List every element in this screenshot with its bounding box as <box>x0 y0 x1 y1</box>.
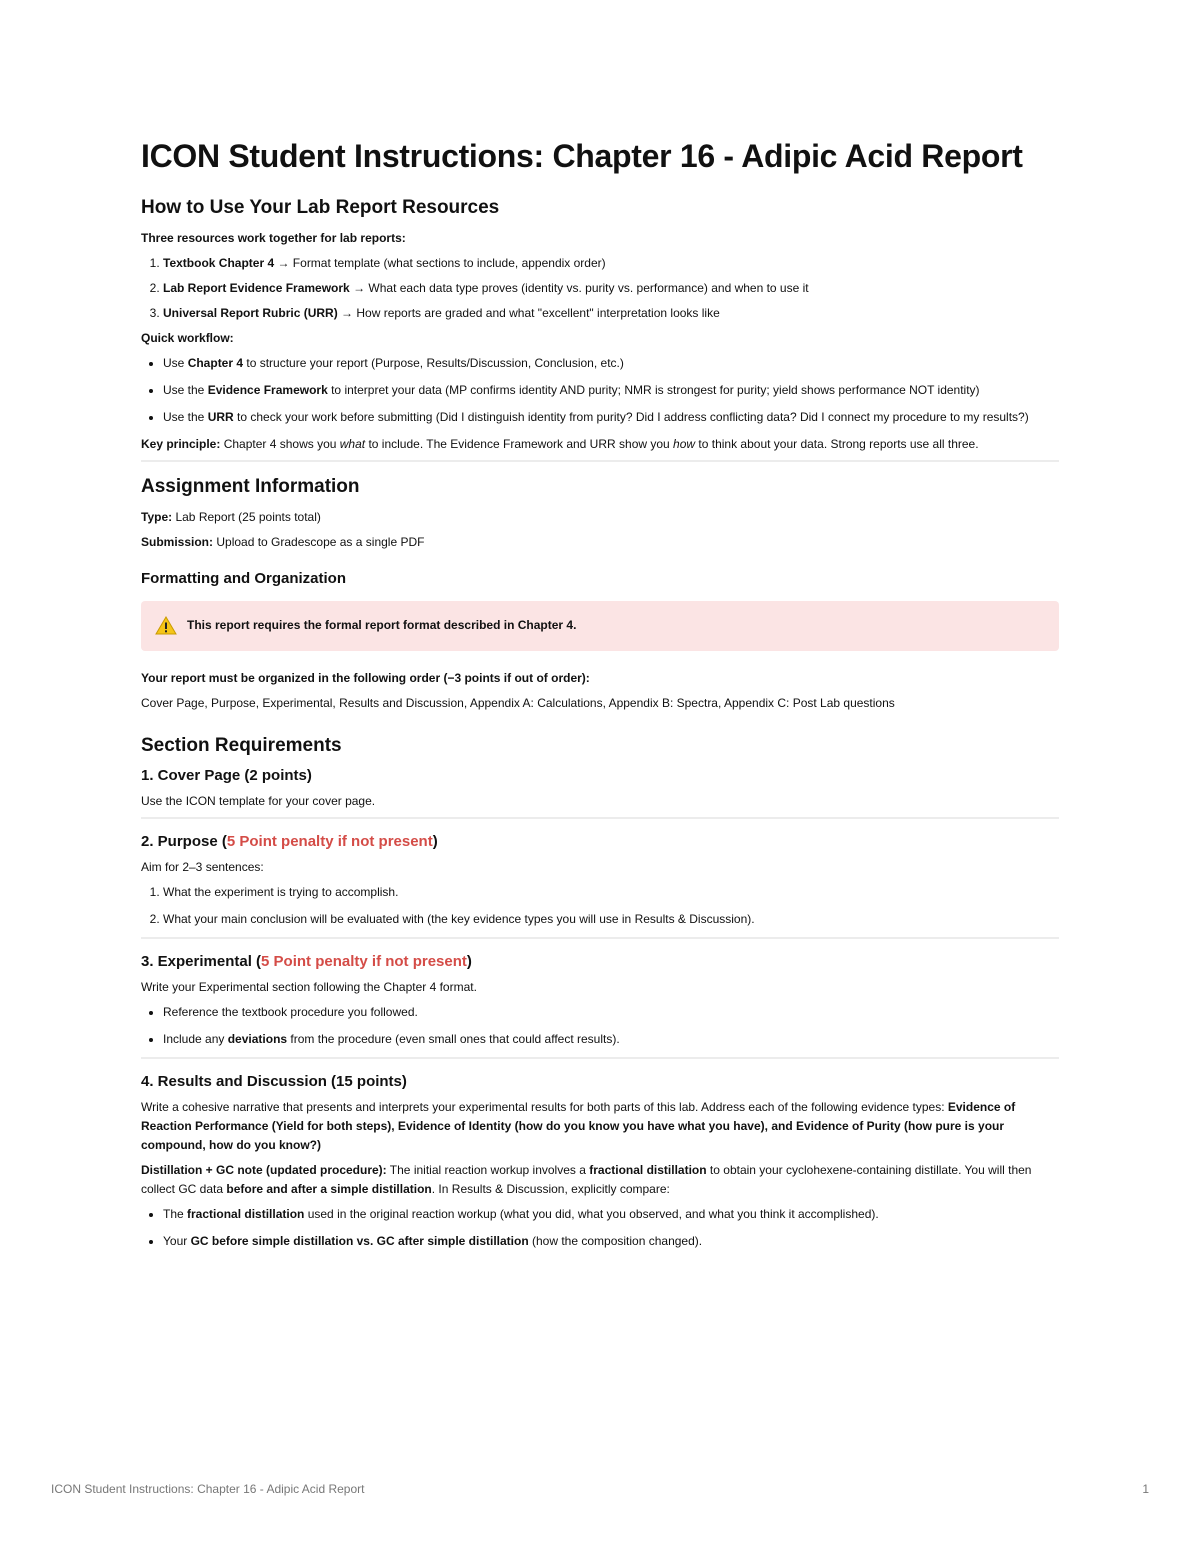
divider <box>141 817 1059 819</box>
workflow-label: Quick workflow: <box>141 330 234 345</box>
workflow-list <box>141 354 1059 427</box>
purpose-list <box>141 883 1059 929</box>
callout-text: This report requires the formal report format described in Chapter 4. <box>187 618 577 633</box>
list-item: • Use Chapter 4 to structure your report (Purpose, Results/Discussion, Conclusion, etc.) <box>163 354 1059 373</box>
experimental-text: Write your Experimental section following the Chapter 4 format. <box>141 979 477 994</box>
experimental-heading: 3. Experimental (5 Point penalty if not present) <box>141 952 472 970</box>
list-item: • Include any deviations from the procedure (even small ones that could affect results). <box>163 1030 1059 1049</box>
list-item: 2. Lab Report Evidence Framework → What each data type proves (identity vs. purity vs. performance) and when to use it <box>163 279 1059 298</box>
list-item: 1. Textbook Chapter 4 → Format template (what sections to include, appendix order) <box>163 254 1059 273</box>
assignment-heading: Assignment Information <box>141 475 360 497</box>
footer-title: ICON Student Instructions: Chapter 16 - Adipic Acid Report <box>51 1482 365 1496</box>
assignment-type: Type: Lab Report (25 points total) <box>141 509 321 524</box>
formatting-heading: Formatting and Organization <box>141 569 346 587</box>
purpose-text: Aim for 2–3 sentences: <box>141 859 264 874</box>
list-item: 1. What the experiment is trying to accomplish. <box>163 883 1059 902</box>
results-p1: Write a cohesive narrative that presents and interprets your experimental results for both parts of this lab. Address each of the following evidence types: Evidence of Reaction Performance (Yield for both steps), Evidence of Identity (how do you know you have what you have), and Evidence of Purity (how pure is your compound, how do you know?) <box>141 1099 1016 1152</box>
results-heading: 4. Results and Discussion (15 points) <box>141 1072 407 1090</box>
divider <box>141 1057 1059 1059</box>
page-footer <box>51 1482 1149 1496</box>
penalty-text: 5 Point penalty if not present <box>261 952 467 970</box>
warning-icon <box>155 615 177 637</box>
list-item: • The fractional distillation used in the original reaction workup (what you did, what you observed, and what you think it accomplished). <box>163 1205 1059 1224</box>
results-list <box>141 1205 1059 1251</box>
warning-callout <box>141 601 1059 651</box>
purpose-heading: 2. Purpose (5 Point penalty if not present) <box>141 832 438 850</box>
resources-intro: Three resources work together for lab reports: <box>141 230 406 245</box>
experimental-list <box>141 1003 1059 1049</box>
cover-heading: 1. Cover Page (2 points) <box>141 766 312 784</box>
penalty-text: 5 Point penalty if not present <box>226 832 433 850</box>
results-p2: Distillation + GC note (updated procedure): The initial reaction workup involves a fractional distillation to obtain your cyclohexene-containing distillate. You will then collect GC data before and after a simple distillation. In Results & Discussion, explicitly compare: <box>141 1162 1032 1196</box>
sections-heading: Section Requirements <box>141 734 342 756</box>
list-item: • Reference the textbook procedure you followed. <box>163 1003 1059 1022</box>
page-number: 1 <box>1142 1482 1149 1496</box>
document-page <box>141 138 1059 1259</box>
assignment-submission: Submission: Upload to Gradescope as a single PDF <box>141 534 425 549</box>
resources-list <box>141 254 1059 323</box>
order-list: Cover Page, Purpose, Experimental, Results and Discussion, Appendix A: Calculations, Appendix B: Spectra, Appendix C: Post Lab questions <box>141 695 895 710</box>
key-principle: Key principle: Chapter 4 shows you what to include. The Evidence Framework and URR show you how to think about your data. Strong reports use all three. <box>141 436 979 451</box>
list-item: • Use the Evidence Framework to interpret your data (MP confirms identity AND purity; NMR is strongest for purity; yield shows performance NOT identity) <box>163 381 1059 400</box>
page-title: ICON Student Instructions: Chapter 16 - Adipic Acid Report <box>141 138 1023 174</box>
order-label: Your report must be organized in the following order (−3 points if out of order): <box>141 670 590 685</box>
list-item: • Your GC before simple distillation vs. GC after simple distillation (how the composition changed). <box>163 1232 1059 1251</box>
cover-text: Use the ICON template for your cover page. <box>141 793 376 808</box>
divider <box>141 460 1059 462</box>
list-item: • Use the URR to check your work before submitting (Did I distinguish identity from purity? Did I address conflicting data? Did I connect my procedure to my results?) <box>163 408 1059 427</box>
list-item: 2. What your main conclusion will be evaluated with (the key evidence types you will use in Results & Discussion). <box>163 910 1059 929</box>
list-item: 3. Universal Report Rubric (URR) → How reports are graded and what "excellent" interpretation looks like <box>163 304 1059 323</box>
divider <box>141 937 1059 939</box>
resources-heading: How to Use Your Lab Report Resources <box>141 196 500 218</box>
